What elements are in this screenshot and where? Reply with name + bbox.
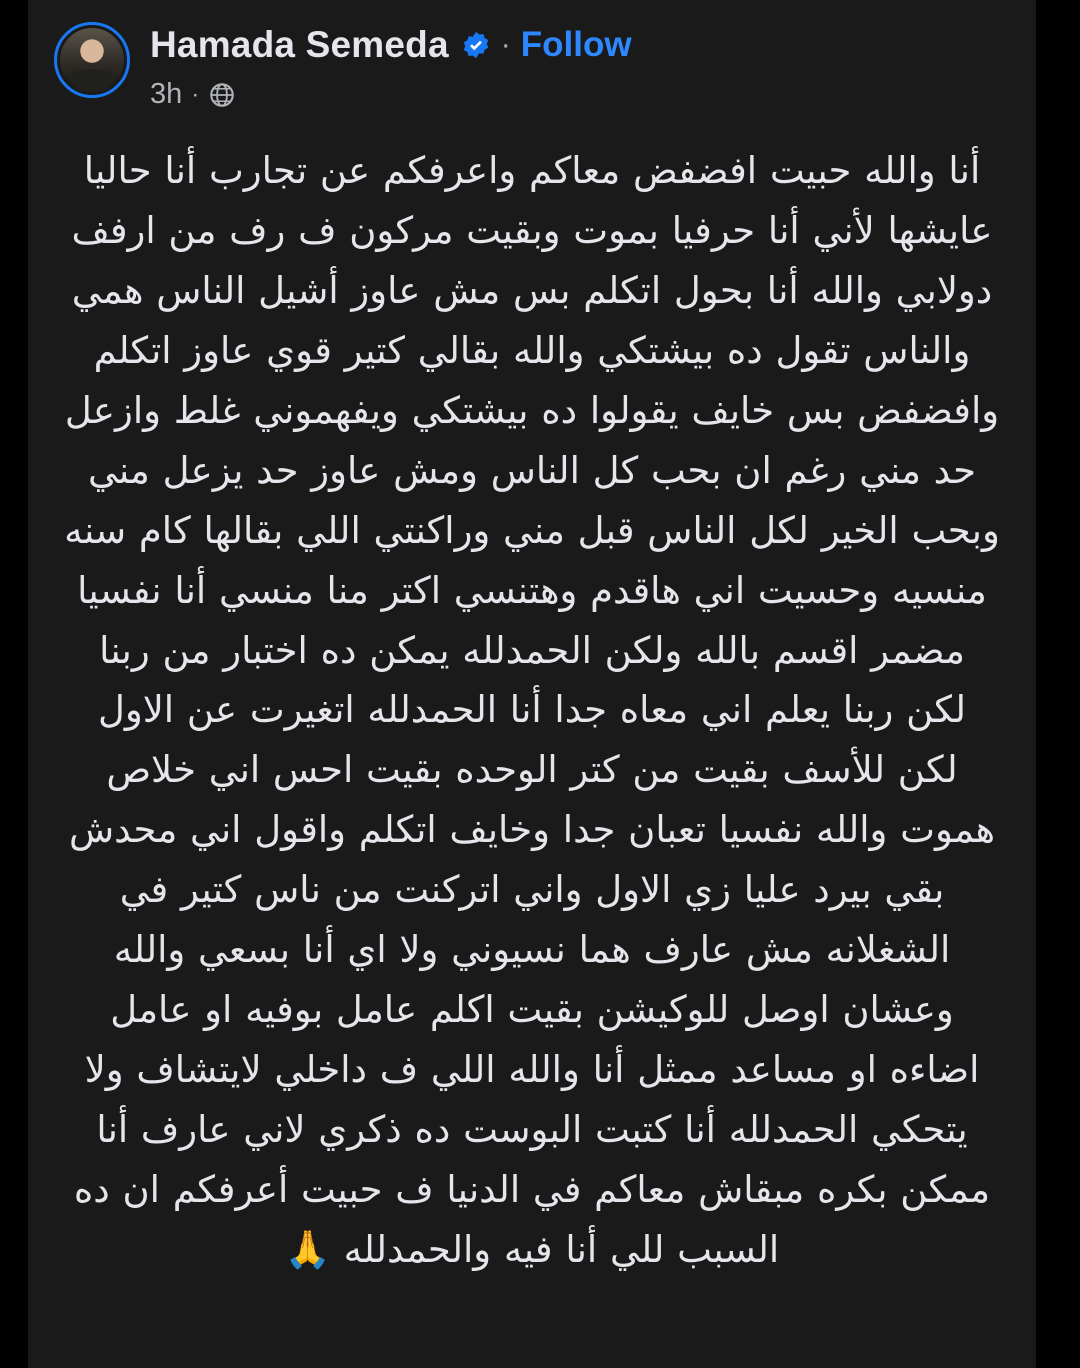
author-row: [150, 24, 632, 66]
name-separator: ·: [500, 28, 511, 61]
facebook-post: [28, 0, 1036, 1368]
follow-button[interactable]: Follow: [520, 25, 632, 64]
left-gutter: [0, 0, 28, 1368]
profile-avatar-image: [60, 28, 124, 92]
avatar[interactable]: [54, 22, 130, 98]
verified-badge-icon: [461, 30, 491, 60]
post-header-text: [150, 22, 632, 111]
meta-separator: ·: [191, 80, 200, 108]
post-text: أنا والله حبيت افضفض معاكم واعرفكم عن تجارب أنا حاليا عايشها لأني أنا حرفيا بموت وبقيت مركون ف رف من ارفف دولابي والله أنا بحول اتكلم بس مش عاوز أشيل الناس همي والناس تقول ده بيشتكي والله بقالي كتير قوي عاوز اتكلم وافضفض بس خايف يقولوا ده بيشتكي ويفهموني غلط وازعل حد مني رغم ان بحب كل الناس ومش عاوز حد يزعل مني وبحب الخير لكل الناس قبل مني وراكنتي اللي بقالها كام سنه منسيه وحسيت اني هاقدم وهتنسي اكتر منا منسي أنا نفسيا مضمر اقسم بالله ولكن الحمدلله يمكن ده اختبار من ربنا لكن ربنا يعلم اني معاه جدا أنا الحمدلله اتغيرت عن الاول لكن للأسف بقيت من كتر الوحده بقيت احس اني خلاص هموت والله نفسيا تعبان جدا وخايف اتكلم واقول اني محدش بقي بيرد عليا زي الاول واني اتركنت من ناس كتير في الشغلانه مش عارف هما نسيوني ولا اي أنا بسعي والله وعشان اوصل للوكيشن بقيت اكلم عامل بوفيه او عامل اضاءه او مساعد ممثل أنا والله اللي ف داخلي لايتشاف ولا يتحكي الحمدلله أنا كتبت البوست ده ذكري لاني عارف أنا ممكن بكره مبقاش معاكم في الدنيا ف حبيت أعرفكم ان ده السبب للي أنا فيه والحمدلله 🙏: [64, 149, 1000, 1271]
post-meta-row: [150, 78, 632, 111]
post-timestamp[interactable]: 3h: [150, 78, 183, 110]
right-gutter: [1036, 0, 1080, 1368]
author-name[interactable]: Hamada Semeda: [150, 24, 449, 65]
globe-icon[interactable]: [208, 81, 236, 109]
post-header: [28, 0, 1036, 111]
